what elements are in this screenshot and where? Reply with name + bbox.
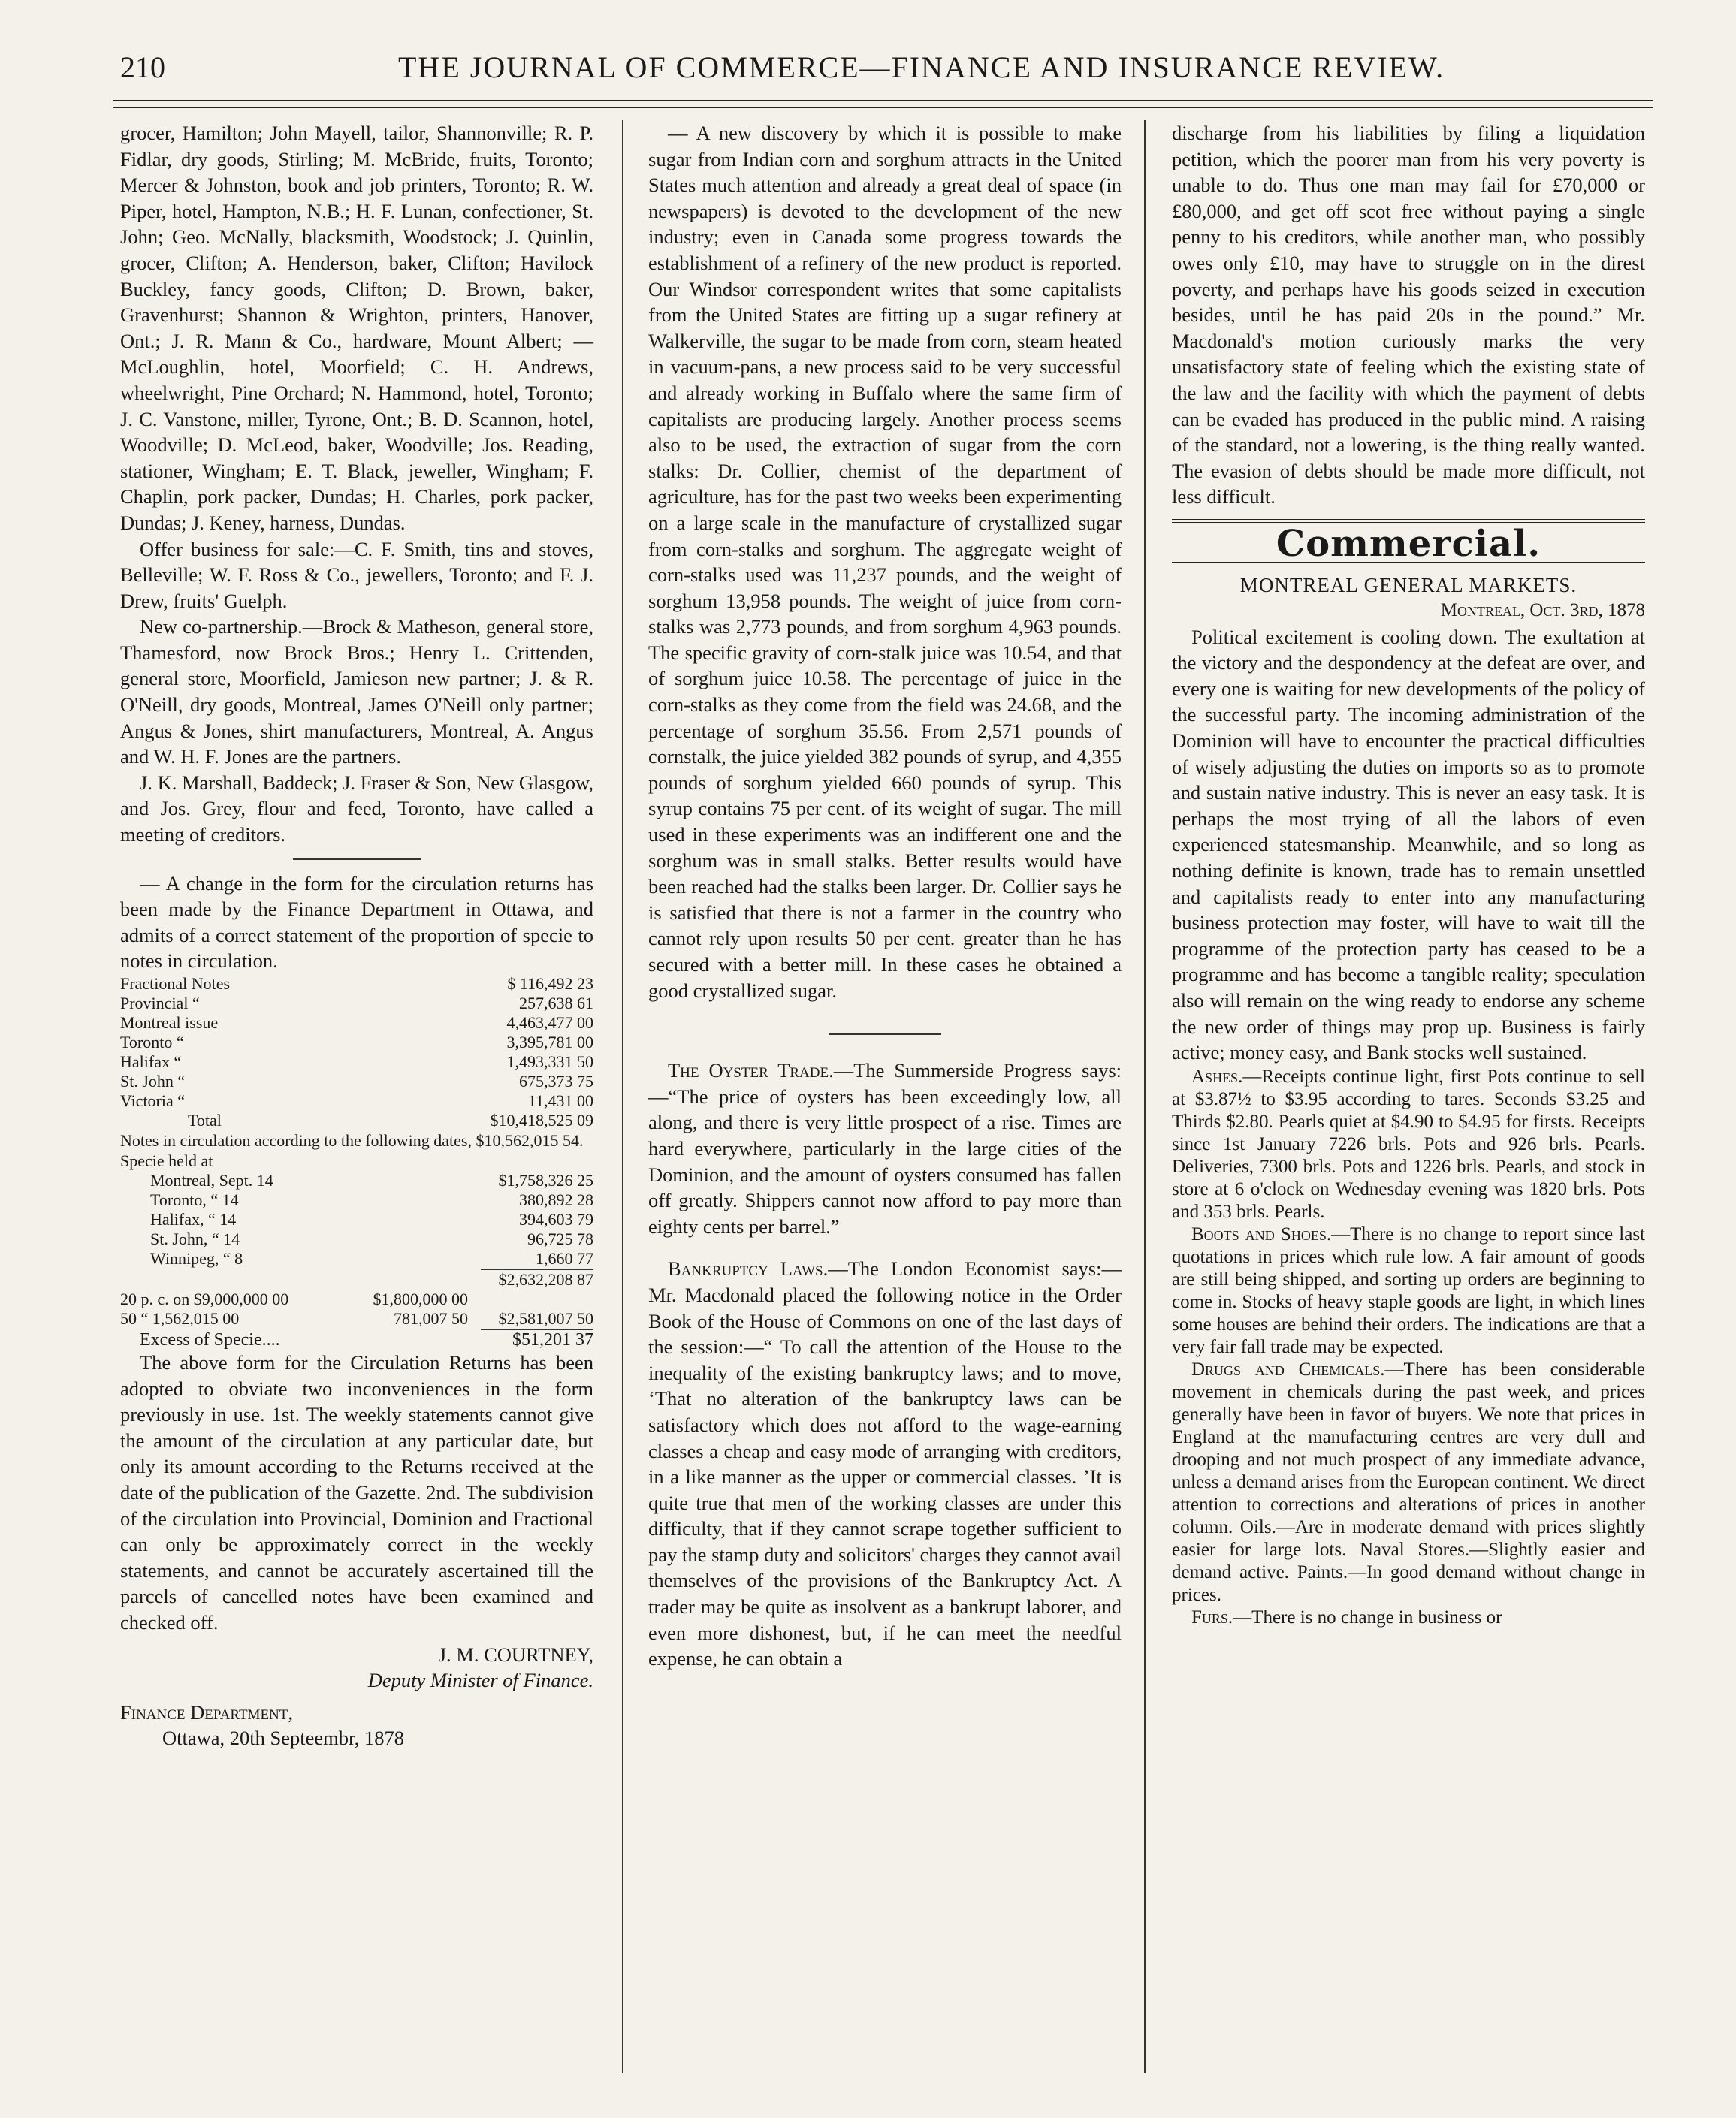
- bankruptcy-body: —The London Economist says:—Mr. Macdonald placed the following notice in the Order Book of the House of Commons on one of the last days of the session:—“ To call the attention of the House to the inequality of the existing bankruptcy laws; and to move, ‘That no alteration of the bankruptcy laws can be satisfactory which does not afford to the wage-earning classes a cheap and easy mode of arranging with creditors, in a like manner as the upper or commercial classes. ’It is quite true that men of the working classes are under this difficulty, that if they cannot scrape together sufficient to pay the stamp duty and solicitors' charges they cannot avail themselves of the provisions of the Bankruptcy Act. A trader may be quite as insolvent as a bankrupt laborer, and even more dishonest, but, if he can meet the needful expense, he can obtain a: [648, 1257, 1122, 1670]
- header-rule-thin: [113, 107, 1653, 108]
- sugar-article: — A new discovery by which it is possible to make sugar from Indian corn and sorghum attracts in the United States much attention and already a great deal of space (in newspapers) is devoted to the development of the new industry; even in Canada some progress towards the establishment of a refinery of the new product is reported. Our Windsor correspondent writes that some capitalists from the United States are fitting up a sugar refinery at Walkerville, the sugar to be made from corn, steam heated in vacuum-pans, a new process said to be very successful and already working in Buffalo where the same firm of capitalists are producing largely. Another process seems also to be used, the extraction of sugar from the corn stalks: Dr. Collier, chemist of the department of agriculture, has for the past two weeks been experimenting on a large scale in the manufacture of crystallized sugar from corn-stalks and sorghum. The aggregate weight of corn-stalks used was 11,237 pounds, and the weight of sorghum 13,958 pounds. The weight of juice from corn-stalks was 2,773 pounds, and from sorghum 4,963 pounds. The specific gravity of corn-stalk juice was 10.54, and that of sorghum juice 10.58. The percentage of juice in the corn-stalks as they come from the field was 24.68, and the percentage of sorghum 35.56. From 2,571 pounds of cornstalk, the juice yielded 382 pounds of syrup, and 4,355 pounds of sorghum yielded 660 pounds of syrup. This syrup contains 75 per cent. of its weight of sugar. The mill used in these experiments was an indifferent one and the sorghum was in small stalks. Better results would have been reached had the stalks been larger. Dr. Collier says he is satisfied that there is not a farmer in the country who cannot rely upon results 50 per cent. greater than he has secured with a better mill. In these cases he obtained a good crystallized sugar.: [648, 122, 1122, 1002]
- ashes-report: [1172, 1066, 1645, 1223]
- specie-total: $2,632,208 87: [498, 1270, 593, 1289]
- boots-heading: Boots and Shoes.: [1191, 1223, 1332, 1245]
- circulation-label: Fractional Notes: [120, 974, 231, 993]
- percentage-mid: $1,800,000 00: [373, 1290, 468, 1308]
- ashes-heading: Ashes.: [1191, 1066, 1243, 1087]
- circulation-label: Montreal issue: [120, 1013, 219, 1032]
- specie-value: 96,725 78: [527, 1229, 593, 1248]
- circulation-value: 3,395,781 00: [506, 1033, 593, 1051]
- circulation-value: 257,638 61: [519, 994, 593, 1012]
- column-2: [648, 120, 1122, 1672]
- specie-row: [120, 1171, 593, 1190]
- circulation-value: 4,463,477 00: [506, 1013, 593, 1032]
- oyster-article: [648, 1057, 1122, 1239]
- circulation-value: 11,431 00: [527, 1091, 593, 1110]
- percentage-mid: 781,007 50: [394, 1309, 468, 1328]
- drugs-heading: Drugs and Chemicals.: [1191, 1359, 1385, 1380]
- circulation-total-label: Total: [188, 1111, 222, 1130]
- specie-heading: Specie held at: [120, 1151, 213, 1170]
- drugs-report: [1172, 1359, 1645, 1607]
- specie-label: Halifax, “ 14: [150, 1210, 237, 1229]
- market-heading: MONTREAL GENERAL MARKETS.: [1239, 573, 1577, 596]
- circulation-row: [120, 1013, 593, 1033]
- specie-label: St. John, “ 14: [150, 1229, 240, 1248]
- specie-value: 394,603 79: [519, 1210, 593, 1229]
- circulation-row: [120, 1033, 593, 1052]
- specie-label: Toronto, “ 14: [150, 1190, 239, 1209]
- column-3: [1172, 120, 1645, 1629]
- column-divider: [1144, 120, 1146, 2073]
- circulation-explanation: The above form for the Circulation Returns has been adopted to obviate two inconveniences in the form previously in use. 1st. The weekly statements cannot give the amount of the circulation at any particular date, but only its amount according to the Returns received at the date of the publication of the Gazette. 2nd. The subdivision of the circulation into Provincial, Dominion and Fractional can only be approximately correct in the weekly statements, and cannot be accurately ascertained till the parcels of cancelled notes have been examined and checked off.: [120, 1351, 593, 1634]
- bankruptcy-continued: discharge from his liabilities by filing a liquidation petition, which the poorer man from his very poverty is unable to do. Thus one man may fail for £70,000 or £80,000, and get off scot free without paying a single penny to his creditors, while another man, who possibly owes only £10, may have to struggle on in the direst poverty, and perhaps have his goods seized in execution besides, until he has paid 20s in the pound.” Mr. Macdonald's motion curiously marks the very unsatisfactory state of feeling which the existing state of the law and the facility with which the payment of debts can be evaded has produced in the public mind. A raising of the standard, not a lowering, is the thing really wanted. The evasion of debts should be made more difficult, not less difficult.: [1172, 122, 1645, 508]
- column-1: [120, 120, 593, 1751]
- boots-report: [1172, 1223, 1645, 1359]
- circulation-row: [120, 1072, 593, 1091]
- percentage-row: [120, 1290, 593, 1309]
- market-dateline: Montreal, Oct. 3rd, 1878: [1440, 600, 1645, 621]
- percentage-row: [120, 1309, 593, 1329]
- excess-label: Excess of Specie....: [140, 1330, 280, 1350]
- department-date: Ottawa, 20th Septeembr, 1878: [162, 1727, 405, 1750]
- circulation-row: [120, 994, 593, 1013]
- circulation-row: [120, 1091, 593, 1111]
- circulation-label: Victoria “: [120, 1091, 186, 1110]
- specie-row: [120, 1249, 593, 1269]
- notes-in-circulation: Notes in circulation according to the following dates, $10,562,015 54.: [120, 1131, 584, 1150]
- market-overview: Political excitement is cooling down. The exultation at the victory and the despondency at the defeat are over, and every one is waiting for new developments of the policy of the successful party. The incoming administration of the Dominion will have to encounter the practical difficulties of wisely adjusting the duties on imports so as to promote and sustain native industry. This is never an easy task. It is perhaps the most trying of all the labors of even experienced statesmanship. Meanwhile, and so long as nothing definite is known, trade has to remain unsettled and capitalists ready to enter into any manufacturing business protection may foster, will have to wait till the programme of the protection party has ceased to be a programme and has become a tangible reality; speculation also will remain on the wing ready to endorse any scheme the new order of things may prop up. Business is fairly active; money easy, and Bank stocks well sustained.: [1172, 625, 1645, 1064]
- percentage-table: [120, 1290, 593, 1329]
- specie-label: Montreal, Sept. 14: [150, 1171, 273, 1190]
- specie-label: Winnipeg, “ 8: [150, 1249, 243, 1268]
- signature-title: Deputy Minister of Finance.: [367, 1669, 593, 1692]
- signature-name: J. M. COURTNEY,: [438, 1643, 593, 1666]
- excess-value: $51,201 37: [512, 1330, 593, 1350]
- circulation-table: [120, 974, 593, 1130]
- percentage-value: $2,581,007 50: [498, 1309, 593, 1328]
- circulation-row: [120, 1052, 593, 1072]
- header-rule: [113, 98, 1653, 101]
- bankruptcy-article: [648, 1256, 1122, 1672]
- specie-row: [120, 1229, 593, 1249]
- insolvency-list: grocer, Hamilton; John Mayell, tailor, Shannonville; R. P. Fidlar, dry goods, Stirling; M. McBride, fruits, Toronto; Mercer & Johnston, book and job printers, Toronto; R. W. Piper, hotel, Hampton, N.B.; H. F. Lunan, confectioner, St. John; Geo. McNally, blacksmith, Woodstock; J. Quinlin, grocer, Clifton; A. Henderson, baker, Clifton; Havilock Buckley, fancy goods, Clifton; D. Brown, baker, Gravenhurst; Shannon & Wrighton, printers, Hanover, Ont.; J. R. Mann & Co., hardware, Mount Albert; — McLoughlin, hotel, Moorfield; C. H. Andrews, wheelwright, Pine Orchard; N. Hammond, hotel, Toronto; J. C. Vanstone, miller, Tyrone, Ont.; B. D. Scannon, hotel, Woodville; D. McLeod, baker, Woodville; Jos. Reading, stationer, Wingham; E. T. Black, jeweller, Wingham; F. Chaplin, pork packer, Dundas; H. Charles, pork packer, Dundas; J. Keney, harness, Dundas.: [120, 122, 593, 534]
- page-header: [113, 45, 1653, 98]
- circulation-row: [120, 974, 593, 994]
- circulation-label: Halifax “: [120, 1052, 182, 1071]
- department: Finance Department,: [120, 1700, 294, 1724]
- circulation-label: Toronto “: [120, 1033, 184, 1051]
- creditors-meeting: J. K. Marshall, Baddeck; J. Fraser & Son, New Glasgow, and Jos. Grey, flour and feed, Toronto, have called a meeting of creditors.: [120, 771, 594, 846]
- specie-row: [120, 1190, 593, 1210]
- circulation-value: 1,493,331 50: [506, 1052, 593, 1071]
- co-partnership: New co-partnership.—Brock & Matheson, general store, Thamesford, now Brock Bros.; Henry L. Crittenden, general store, Moorfield, Jamieson new partner; J. & R. O'Neill, dry goods, Montreal, James O'Neill only partner; Angus & Jones, shirt manufacturers, Montreal, A. Angus and W. H. F. Jones are the partners.: [120, 615, 593, 768]
- furs-report: [1172, 1607, 1645, 1629]
- column-divider: [622, 120, 623, 2073]
- circulation-total-value: $10,418,525 09: [490, 1111, 593, 1130]
- boots-body: —There is no change to report since last quotations in prices which rule low. A fair amount of goods are still being shipped, and sorting up orders are beginning to come in. Stocks of heavy staple goods are light, in which lines some houses are behind their orders. The indications are that a very fair fall trade may be expected.: [1172, 1223, 1645, 1357]
- section-rule: [293, 858, 421, 860]
- page-number: 210: [120, 50, 165, 84]
- circulation-value: $ 116,492 23: [507, 974, 593, 993]
- oyster-heading: The Oyster Trade.: [668, 1059, 834, 1082]
- excess-table: [120, 1330, 593, 1350]
- business-for-sale: Offer business for sale:—C. F. Smith, tins and stoves, Belleville; W. F. Ross & Co., jewellers, Toronto; and F. J. Drew, fruits' Guelph.: [120, 537, 593, 612]
- specie-value: 1,660 77: [536, 1249, 593, 1268]
- percentage-label: 20 p. c. on $9,000,000 00: [120, 1290, 289, 1308]
- circulation-label: St. John “: [120, 1072, 186, 1091]
- commercial-title: Commercial.: [1276, 522, 1541, 565]
- specie-table: [120, 1171, 593, 1269]
- specie-value: 380,892 28: [519, 1190, 593, 1209]
- running-title: THE JOURNAL OF COMMERCE—FINANCE AND INSURANCE REVIEW.: [398, 50, 1445, 84]
- circulation-intro: — A change in the form for the circulation returns has been made by the Finance Department in Ottawa, and admits of a correct statement of the proportion of specie to notes in circulation.: [120, 871, 593, 973]
- circulation-value: 675,373 75: [519, 1072, 593, 1091]
- bankruptcy-heading: Bankruptcy Laws.: [668, 1257, 829, 1281]
- specie-row: [120, 1210, 593, 1229]
- circulation-label: Provincial “: [120, 994, 200, 1012]
- specie-value: $1,758,326 25: [498, 1171, 593, 1190]
- percentage-value: [468, 1290, 593, 1309]
- section-rule: [829, 1033, 941, 1035]
- furs-body: —There is no change in business or: [1233, 1607, 1502, 1628]
- furs-heading: Furs.: [1191, 1607, 1233, 1628]
- drugs-body: —There has been considerable movement in chemicals during the past week, and prices generally have been in favor of buyers. We note that prices in England at the manufacturing centres are very dull and drooping and not much prospect of any immediate advance, unless a demand arises from the European continent. We direct attention to corrections and alterations of prices in another column. Oils.—Are in moderate demand with prices slightly easier for large lots. Naval Stores.—Slightly easier and demand active. Paints.—In good demand without change in prices.: [1172, 1359, 1645, 1605]
- percentage-label: 50 “ 1,562,015 00: [120, 1309, 240, 1328]
- newspaper-page: [113, 45, 1653, 2088]
- circulation-total-row: [120, 1111, 593, 1130]
- ashes-body: —Receipts continue light, first Pots continue to sell at $3.87½ to $3.95 according to tares. Seconds $3.25 and Thirds $2.80. Pearls quiet at $4.90 to $4.95 for firsts. Receipts since 1st January 7226 brls. Pots and 926 brls. Pearls. Deliveries, 7300 brls. Pots and 1226 brls. Pearls, and stock in store at 6 o'clock on Wednesday evening was 1820 brls. Pots and 353 brls. Pearls.: [1172, 1066, 1645, 1222]
- oyster-body: —The Summerside Progress says:—“The price of oysters has been exceedingly low, all along, and there is very little prospect of a rise. Times are hard everywhere, particularly in the large cities of the Dominion, and the amount of oysters consumed has fallen off greatly. Shippers cannot now afford to pay more than eighty cents per barrel.”: [648, 1059, 1122, 1238]
